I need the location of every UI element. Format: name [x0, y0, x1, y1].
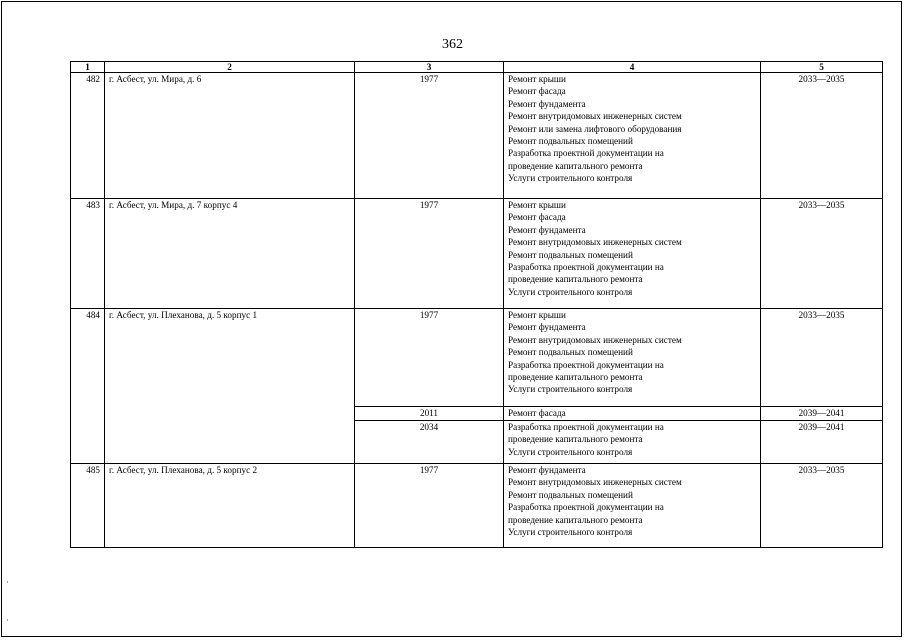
work-item: Ремонт подвальных помещений — [508, 249, 633, 260]
work-item: Ремонт подвальных помещений — [508, 347, 633, 358]
year-cell: 2034 — [355, 421, 504, 464]
work-item: Ремонт фасада — [508, 86, 566, 97]
work-item: Ремонт или замена лифтового оборудования — [508, 123, 682, 134]
work-item: проведение капитального ремонта — [508, 372, 643, 383]
works-cell — [504, 421, 761, 464]
work-item: Услуги строительного контроля — [508, 286, 633, 297]
row-number: 485 — [71, 464, 105, 548]
row-number: 483 — [71, 199, 105, 309]
address-cell: г. Асбест, ул. Мира, д. 7 корпус 4 — [105, 199, 355, 309]
header-col-1: 1 — [71, 62, 105, 73]
work-item: Разработка проектной документации на — [508, 262, 664, 273]
work-item: Разработка проектной документации на — [508, 148, 664, 159]
header-col-5: 5 — [761, 62, 883, 73]
work-item: Ремонт фундамента — [508, 98, 586, 109]
work-item: Ремонт крыши — [508, 74, 566, 84]
work-item: Ремонт фундамента — [508, 322, 586, 333]
work-item: Ремонт фасада — [508, 408, 566, 418]
work-item: Ремонт внутридомовых инженерных систем — [508, 334, 682, 345]
work-item: Ремонт внутридомовых инженерных систем — [508, 477, 682, 488]
year-cell: 1977 — [355, 309, 504, 407]
header-row — [71, 62, 883, 73]
work-item: Ремонт внутридомовых инженерных систем — [508, 111, 682, 122]
table-row — [71, 464, 883, 548]
work-item: Ремонт крыши — [508, 200, 566, 210]
table-row — [71, 199, 883, 309]
work-item: Услуги строительного контроля — [508, 384, 633, 395]
address-cell: г. Асбест, ул. Плеханова, д. 5 корпус 2 — [105, 464, 355, 548]
work-item: Ремонт подвальных помещений — [508, 489, 633, 500]
header-col-2: 2 — [105, 62, 355, 73]
header-col-3: 3 — [355, 62, 504, 73]
works-cell — [504, 464, 761, 548]
year-cell: 2011 — [355, 407, 504, 421]
row-number: 484 — [71, 309, 105, 464]
period-cell: 2039—2041 — [761, 407, 883, 421]
table-header — [71, 62, 883, 73]
work-item: проведение капитального ремонта — [508, 274, 643, 285]
period-cell: 2033—2035 — [761, 73, 883, 199]
period-cell: 2039—2041 — [761, 421, 883, 464]
works-cell — [504, 407, 761, 421]
row-number: 482 — [71, 73, 105, 199]
year-cell: 1977 — [355, 199, 504, 309]
table-row — [71, 73, 883, 199]
work-item: Ремонт крыши — [508, 310, 566, 320]
work-item: Ремонт подвальных помещений — [508, 136, 633, 147]
works-cell — [504, 309, 761, 407]
work-item: проведение капитального ремонта — [508, 160, 643, 171]
period-cell: 2033—2035 — [761, 309, 883, 407]
scan-mark: · — [6, 577, 9, 587]
work-item: Разработка проектной документации на — [508, 502, 664, 513]
work-item: проведение капитального ремонта — [508, 514, 643, 525]
address-cell: г. Асбест, ул. Мира, д. 6 — [105, 73, 355, 199]
work-item: Услуги строительного контроля — [508, 446, 633, 457]
period-cell: 2033—2035 — [761, 199, 883, 309]
header-col-4: 4 — [504, 62, 761, 73]
table-body — [71, 73, 883, 548]
scan-mark: · — [6, 615, 9, 625]
works-cell — [504, 73, 761, 199]
table-row — [71, 309, 883, 407]
work-item: Услуги строительного контроля — [508, 173, 633, 184]
work-item: Ремонт внутридомовых инженерных систем — [508, 237, 682, 248]
capital-repair-table — [70, 61, 883, 548]
work-item: Разработка проектной документации на — [508, 422, 664, 432]
page-number: 362 — [442, 37, 463, 52]
works-cell — [504, 199, 761, 309]
year-cell: 1977 — [355, 73, 504, 199]
work-item: Ремонт фундамента — [508, 224, 586, 235]
work-item: проведение капитального ремонта — [508, 434, 643, 445]
period-cell: 2033—2035 — [761, 464, 883, 548]
work-item: Ремонт фасада — [508, 212, 566, 223]
address-cell: г. Асбест, ул. Плеханова, д. 5 корпус 1 — [105, 309, 355, 464]
work-item: Услуги строительного контроля — [508, 527, 633, 538]
work-item: Ремонт фундамента — [508, 465, 586, 475]
work-item: Разработка проектной документации на — [508, 359, 664, 370]
year-cell: 1977 — [355, 464, 504, 548]
